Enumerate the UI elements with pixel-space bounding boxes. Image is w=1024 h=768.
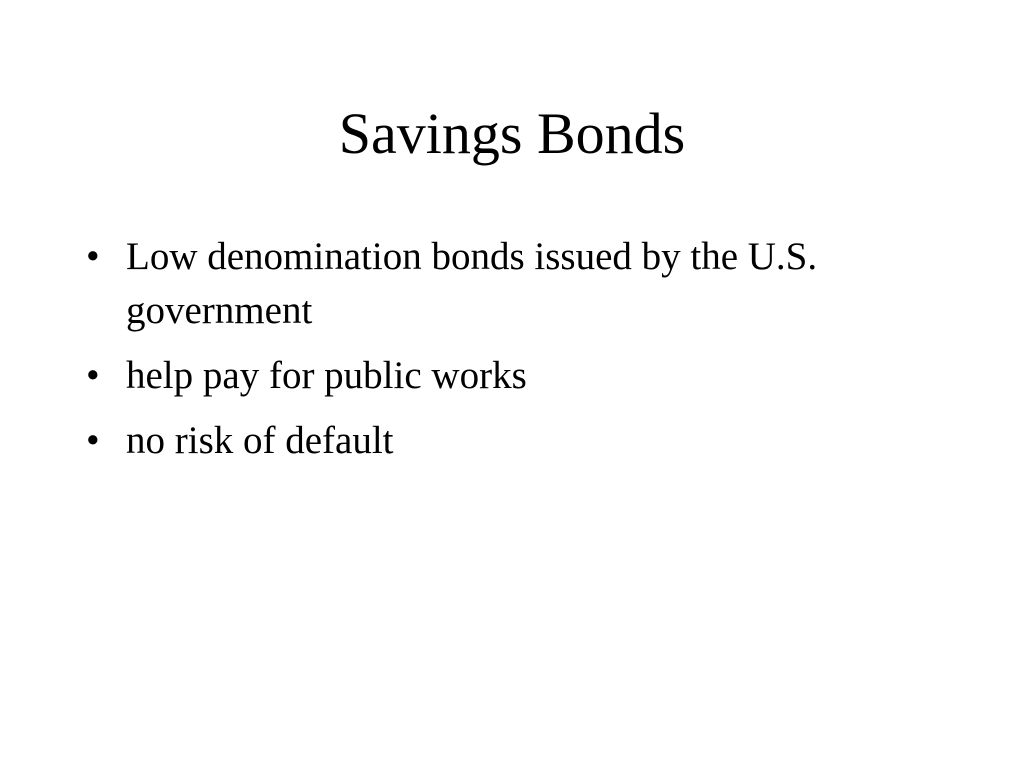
bullet-text: Low denomination bonds issued by the U.S. government xyxy=(126,235,818,332)
bullet-item xyxy=(86,414,966,468)
bullet-text: help pay for public works xyxy=(126,354,527,397)
bullet-text: no risk of default xyxy=(126,419,394,462)
slide-title: Savings Bonds xyxy=(338,101,686,166)
bullet-dot-icon: • xyxy=(86,419,100,462)
bullet-item xyxy=(86,349,966,403)
bullet-dot-icon: • xyxy=(86,354,100,397)
bullet-dot-icon: • xyxy=(86,235,100,278)
bullet-item xyxy=(86,230,966,338)
bullet-list xyxy=(86,230,966,479)
